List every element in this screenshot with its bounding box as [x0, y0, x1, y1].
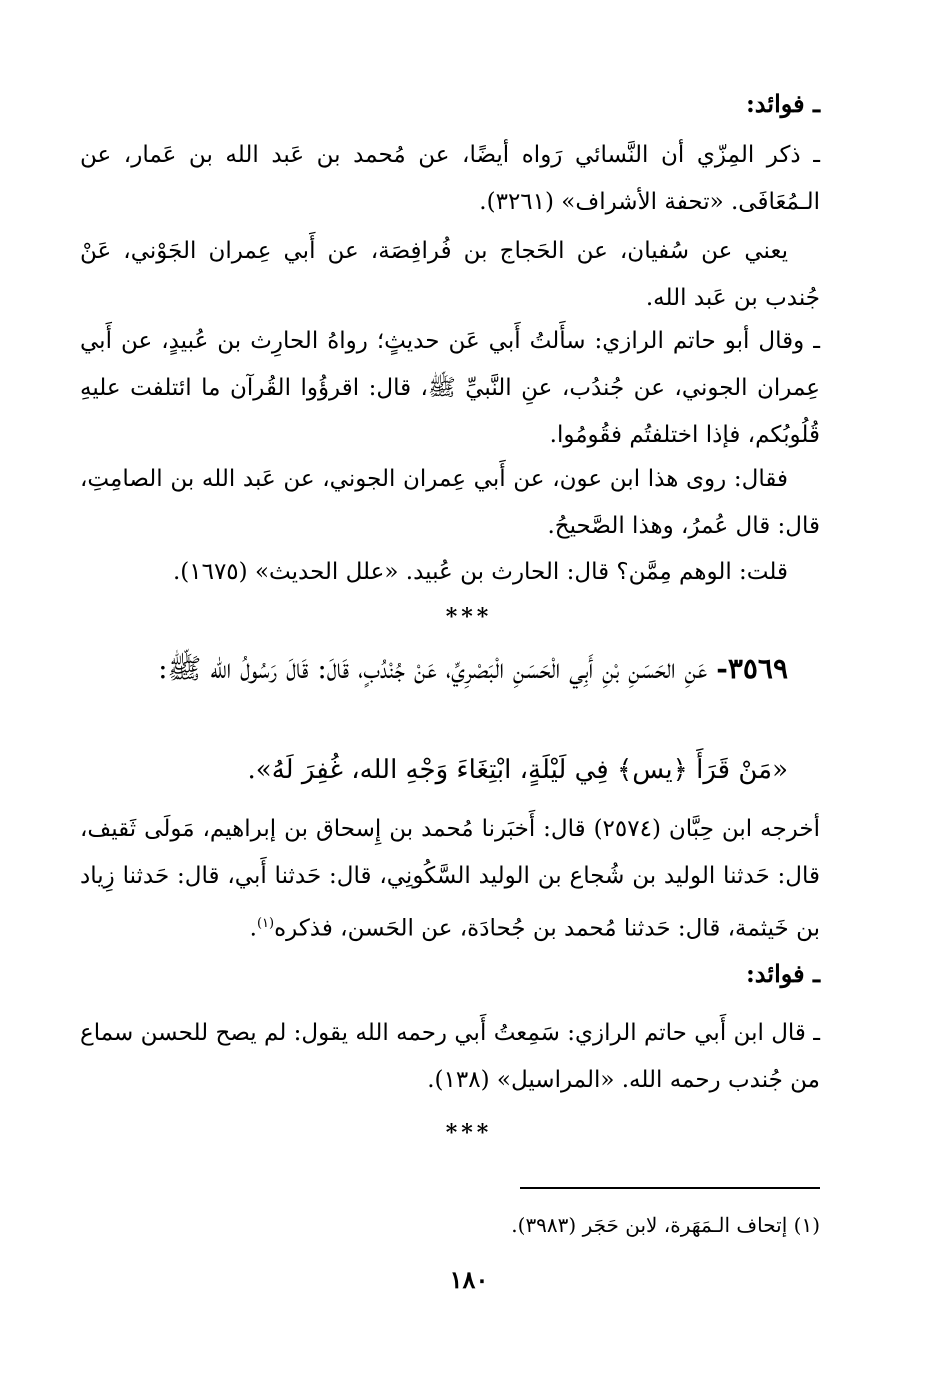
paragraph-wahm: قلت: الوهم مِمَّن؟ قال: الحارث بن عُبيد. «علل الحديث» (١٦٧٥).	[172, 559, 788, 585]
paragraph-sufyan: يعني عن سُفيان، عن الحَجاج بن فُرافِصَة، عن أَبي عِمران الجَوْني، عَنْ جُندب بن عَبد الله.	[80, 238, 820, 311]
hadith-takhrij: أخرجه ابن حِبَّان (٢٥٧٤) قال: أَخبَرنا مُحمد بن إِسحاق بن إبراهيم، مَولَى ثَقيف، قال: حَدثنا الوليد بن شُجاع بن الوليد السَّكُونِي، قال: حَدثنا أَبي، قال: حَدثنا زِياد بن خَيثمة، قال: حَدثنا مُحمد بن جُحادَة، عن الحَسن، فذكره$^{(١)}$.	[80, 816, 820, 942]
footnote: (١) إتحاف الـمَهَرة، لابن حَجَر (٣٩٨٣).	[511, 1213, 820, 1237]
section-separator-2: ***	[445, 1120, 493, 1146]
hadith-matn: «مَنْ قَرَأَ ﴿يس﴾ فِي لَيْلَةٍ، ابْتِغَاءَ وَجْهِ الله، غُفِرَ لَهُ».	[247, 755, 788, 785]
footnote-ref: (١)	[256, 916, 275, 931]
page-number: ١٨٠	[449, 1265, 489, 1294]
footnote-divider	[520, 1187, 820, 1189]
paragraph-abu-hatim: ـ وقال أبو حاتم الرازي: سأَلتُ أَبي عَن حديثٍ؛ رواهُ الحارِث بن عُبيدٍ، عن أَبي عِمران الجوني، عن جُندُب، عنِ النَّبيِّ ﷺ، قال: اقرؤُوا القُرآن ما ائتلفت عليهِ قُلُوبُكم، فإذا اختلفتُم فقُومُوا.	[80, 328, 820, 448]
hadith-number: ٣٥٦٩-	[716, 652, 788, 685]
hadith-chain: عَنِ الحَسَنِ بْنِ أَبِي الْحَسَنِ الْبَصْرِيِّ، عَنْ جُنْدُبٍ، قَالَ: قَالَ رَسُولُ الله ﷺ:	[158, 652, 708, 685]
paragraph-ibn-abi-hatim: ـ قال ابن أَبي حاتم الرازي: سَمِعتُ أَبي رحمه الله يقول: لم يصح للحسن سماع من جُندب رحمه الله. «المراسيل» (١٣٨).	[80, 1020, 820, 1093]
section-separator: ***	[445, 604, 493, 630]
benefits-heading-2: ـ فوائد:	[745, 959, 820, 988]
paragraph-mizzi: ـ ذكر المِزّي أن النَّسائي رَواه أيضًا، عن مُحمد بن عَبد الله بن عَمار، عن الـمُعَافَى. «تحفة الأشراف» (٣٢٦١).	[80, 142, 820, 215]
paragraph-ibn-awn: فقال: روى هذا ابن عون، عن أَبي عِمران الجوني، عن عَبد الله بن الصامِتِ، قال: قال عُمرُ، وهذا الصَّحيحُ.	[80, 466, 820, 539]
takhrij-text: أخرجه ابن حِبَّان (٢٥٧٤) قال: أَخبَرنا مُحمد بن إِسحاق بن إبراهيم، مَولَى ثَقيف، قال: حَدثنا الوليد بن شُجاع بن الوليد السَّكُونِي، قال: حَدثنا أَبي، قال: حَدثنا زِياد بن خَيثمة، قال: حَدثنا مُحمد بن جُحادَة، عن الحَسن، فذكره	[80, 816, 820, 942]
benefits-heading: ـ فوائد:	[745, 89, 820, 118]
hadith-heading	[80, 644, 820, 694]
